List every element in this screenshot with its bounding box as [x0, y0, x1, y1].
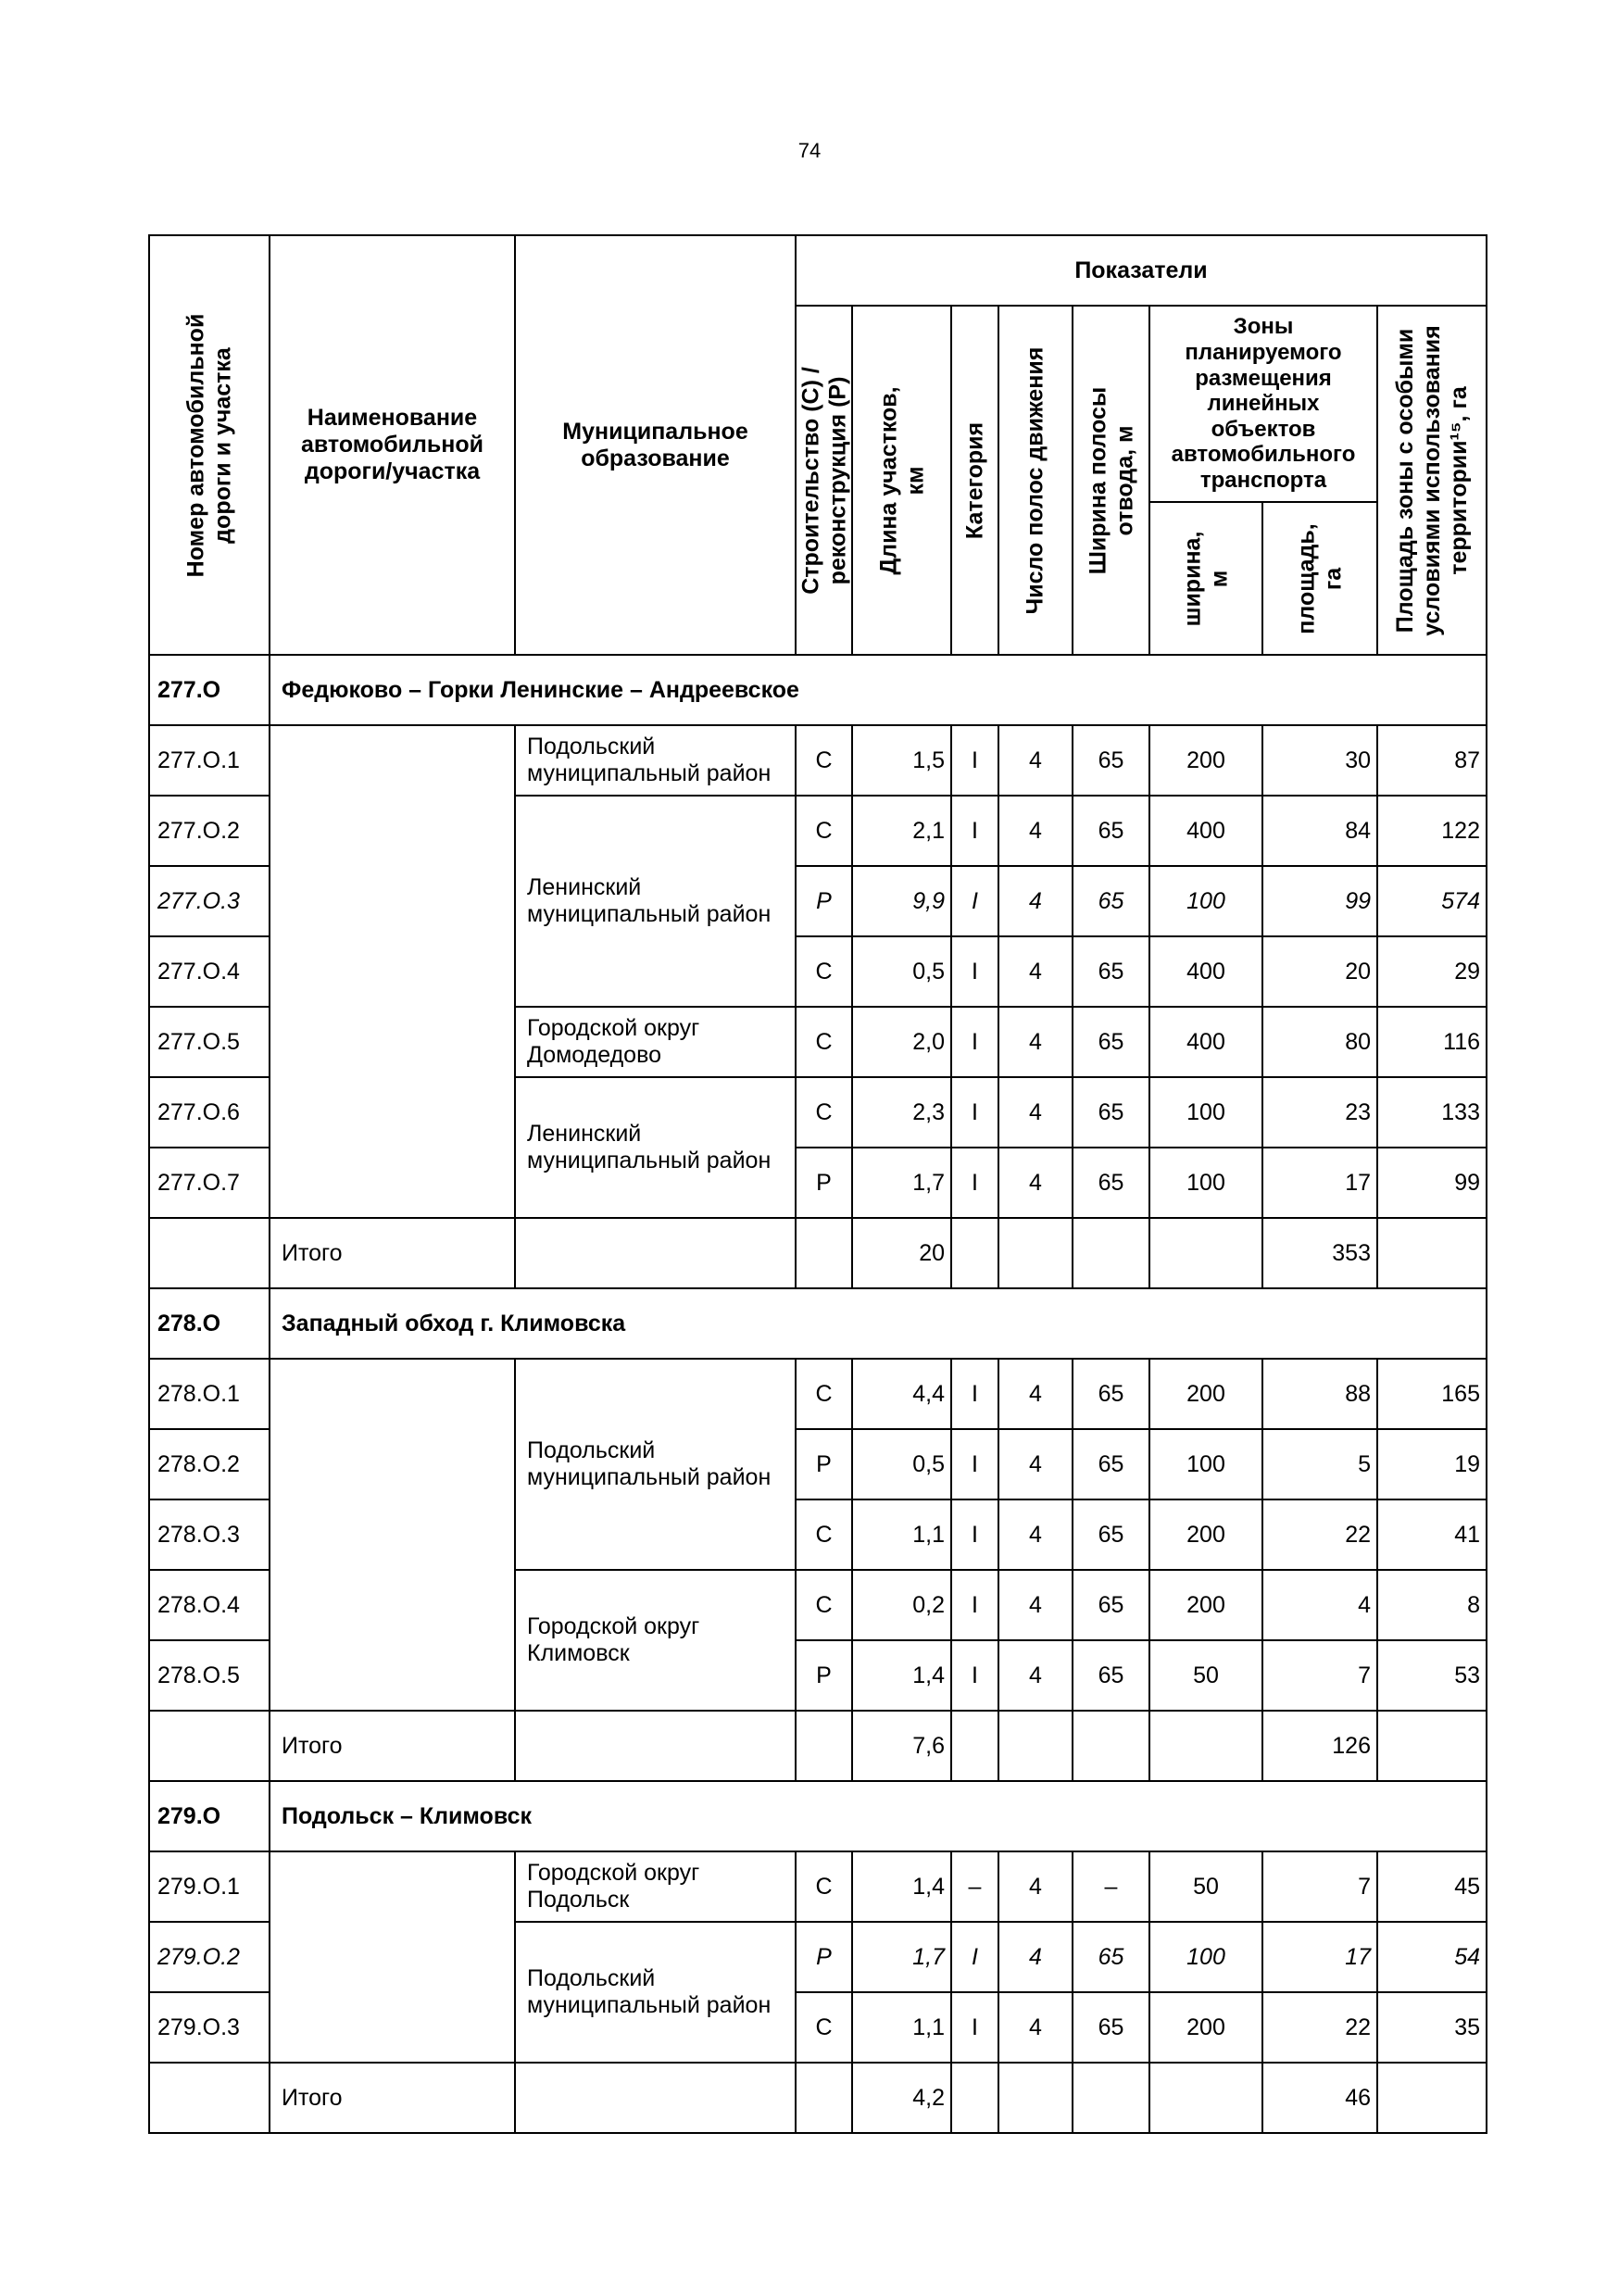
total-length: 7,6	[852, 1711, 951, 1781]
special-area-cell: 165	[1377, 1359, 1487, 1429]
lanes-cell: 4	[998, 1851, 1073, 1922]
section-code: 278.О.4	[149, 1570, 270, 1640]
zone-width-cell: 100	[1149, 1148, 1262, 1218]
length-cell: 4,4	[852, 1359, 951, 1429]
section-code: 279.О.1	[149, 1851, 270, 1922]
road-row	[149, 655, 1487, 725]
row-width-cell: 65	[1073, 1992, 1149, 2063]
section-code: 277.О.7	[149, 1148, 270, 1218]
length-cell: 1,4	[852, 1851, 951, 1922]
special-area-cell: 116	[1377, 1007, 1487, 1077]
category-cell: I	[951, 1640, 998, 1711]
total-row-width-empty	[1073, 1711, 1149, 1781]
category-cell: I	[951, 1007, 998, 1077]
section-code: 277.О.1	[149, 725, 270, 796]
road-row	[149, 1288, 1487, 1359]
municipality-cell: Городской округ Климовск	[515, 1570, 796, 1711]
road-name: Западный обход г. Климовска	[270, 1288, 1487, 1359]
zone-area-cell: 84	[1262, 796, 1377, 866]
row-width-cell: 65	[1073, 936, 1149, 1007]
special-area-cell: 29	[1377, 936, 1487, 1007]
lanes-cell: 4	[998, 1640, 1073, 1711]
row-width-cell: 65	[1073, 1640, 1149, 1711]
zone-width-cell: 100	[1149, 1429, 1262, 1499]
header-length-text: Длина участков, км	[874, 385, 928, 575]
special-area-cell: 99	[1377, 1148, 1487, 1218]
table-row	[149, 725, 1487, 796]
type-cell: Р	[796, 1922, 852, 1992]
total-row	[149, 1218, 1487, 1288]
type-cell: С	[796, 796, 852, 866]
header-category-text: Категория	[961, 421, 988, 539]
total-category-empty	[951, 1218, 998, 1288]
special-area-cell: 41	[1377, 1499, 1487, 1570]
header-construction	[796, 306, 852, 655]
header-road-number-text: Номер автомобильной дороги и участка	[182, 313, 235, 577]
type-cell: С	[796, 936, 852, 1007]
zone-area-cell: 17	[1262, 1148, 1377, 1218]
header-road-number	[149, 235, 270, 655]
section-code: 278.О.3	[149, 1499, 270, 1570]
total-zone-width-empty	[1149, 1711, 1262, 1781]
zone-width-cell: 100	[1149, 866, 1262, 936]
lanes-cell: 4	[998, 1922, 1073, 1992]
zone-area-cell: 5	[1262, 1429, 1377, 1499]
table-row	[149, 1359, 1487, 1429]
length-cell: 1,4	[852, 1640, 951, 1711]
road-278-section	[149, 1288, 1487, 1781]
section-code: 277.О.6	[149, 1077, 270, 1148]
municipality-cell: Ленинский муниципальный район	[515, 796, 796, 1007]
total-zone-area: 126	[1262, 1711, 1377, 1781]
length-cell: 2,1	[852, 796, 951, 866]
total-special-empty	[1377, 1218, 1487, 1288]
category-cell: I	[951, 1429, 998, 1499]
type-cell: С	[796, 1851, 852, 1922]
row-width-cell: 65	[1073, 1007, 1149, 1077]
special-area-cell: 54	[1377, 1922, 1487, 1992]
lanes-cell: 4	[998, 1077, 1073, 1148]
category-cell: I	[951, 1148, 998, 1218]
zone-width-cell: 200	[1149, 1570, 1262, 1640]
total-mun-empty	[515, 1218, 796, 1288]
zone-width-cell: 200	[1149, 1992, 1262, 2063]
lanes-cell: 4	[998, 1359, 1073, 1429]
type-cell: С	[796, 725, 852, 796]
length-cell: 0,5	[852, 1429, 951, 1499]
road-row	[149, 1781, 1487, 1851]
section-code: 277.О.5	[149, 1007, 270, 1077]
header-special-area-text: Площадь зоны с особыми условиями использования территории¹⁵, га	[1391, 324, 1472, 636]
road-name: Федюково – Горки Ленинские – Андреевское	[270, 655, 1487, 725]
lanes-cell: 4	[998, 1992, 1073, 2063]
length-cell: 1,7	[852, 1148, 951, 1218]
total-category-empty	[951, 1711, 998, 1781]
row-width-cell: 65	[1073, 796, 1149, 866]
zone-area-cell: 20	[1262, 936, 1377, 1007]
length-cell: 1,7	[852, 1922, 951, 1992]
lanes-cell: 4	[998, 796, 1073, 866]
total-special-empty	[1377, 1711, 1487, 1781]
section-name-empty	[270, 1851, 515, 2063]
table-row	[149, 1851, 1487, 1922]
category-cell: I	[951, 796, 998, 866]
header-lanes-text: Число полос движения	[1022, 346, 1048, 614]
zone-area-cell: 22	[1262, 1992, 1377, 2063]
type-cell: С	[796, 1359, 852, 1429]
total-lanes-empty	[998, 2063, 1073, 2133]
zone-width-cell: 100	[1149, 1922, 1262, 1992]
header-category	[951, 306, 998, 655]
lanes-cell: 4	[998, 1148, 1073, 1218]
special-area-cell: 35	[1377, 1992, 1487, 2063]
municipality-cell: Городской округ Подольск	[515, 1851, 796, 1922]
road-name: Подольск – Климовск	[270, 1781, 1487, 1851]
length-cell: 1,1	[852, 1499, 951, 1570]
zone-width-cell: 200	[1149, 1359, 1262, 1429]
header-special-area	[1377, 306, 1487, 655]
row-width-cell: 65	[1073, 1499, 1149, 1570]
row-width-cell: 65	[1073, 1359, 1149, 1429]
header-lanes	[998, 306, 1073, 655]
total-type-empty	[796, 1711, 852, 1781]
total-type-empty	[796, 2063, 852, 2133]
municipality-cell: Городской округ Домодедово	[515, 1007, 796, 1077]
total-row-width-empty	[1073, 1218, 1149, 1288]
municipality-cell: Подольский муниципальный район	[515, 725, 796, 796]
lanes-cell: 4	[998, 936, 1073, 1007]
zone-area-cell: 4	[1262, 1570, 1377, 1640]
length-cell: 2,3	[852, 1077, 951, 1148]
type-cell: Р	[796, 866, 852, 936]
header-length	[852, 306, 951, 655]
zone-width-cell: 400	[1149, 1007, 1262, 1077]
total-lanes-empty	[998, 1218, 1073, 1288]
zone-width-cell: 400	[1149, 936, 1262, 1007]
zone-area-cell: 99	[1262, 866, 1377, 936]
row-width-cell: 65	[1073, 866, 1149, 936]
type-cell: С	[796, 1570, 852, 1640]
category-cell: I	[951, 1570, 998, 1640]
total-row-width-empty	[1073, 2063, 1149, 2133]
total-label: Итого	[270, 2063, 515, 2133]
section-code: 279.О.3	[149, 1992, 270, 2063]
row-width-cell: 65	[1073, 1429, 1149, 1499]
category-cell: I	[951, 1499, 998, 1570]
header-municipality: Муниципальное образование	[515, 235, 796, 655]
section-code: 278.О.1	[149, 1359, 270, 1429]
zone-area-cell: 17	[1262, 1922, 1377, 1992]
section-code: 277.О.3	[149, 866, 270, 936]
row-width-cell: –	[1073, 1851, 1149, 1922]
length-cell: 0,2	[852, 1570, 951, 1640]
total-zone-area: 353	[1262, 1218, 1377, 1288]
lanes-cell: 4	[998, 1429, 1073, 1499]
section-name-empty	[270, 725, 515, 1218]
zone-width-cell: 50	[1149, 1640, 1262, 1711]
road-279-section	[149, 1781, 1487, 2133]
special-area-cell: 19	[1377, 1429, 1487, 1499]
lanes-cell: 4	[998, 725, 1073, 796]
header-zone-width-text: ширина, м	[1179, 531, 1232, 626]
header-construction-text: Строительство (С) / реконструкция (Р)	[797, 366, 850, 595]
zone-width-cell: 200	[1149, 1499, 1262, 1570]
total-special-empty	[1377, 2063, 1487, 2133]
type-cell: Р	[796, 1640, 852, 1711]
lanes-cell: 4	[998, 1007, 1073, 1077]
page-number: 74	[797, 139, 822, 162]
lanes-cell: 4	[998, 1570, 1073, 1640]
category-cell: I	[951, 1992, 998, 2063]
total-length: 20	[852, 1218, 951, 1288]
road-indicators-table	[148, 234, 1487, 2134]
header-zone-area	[1262, 502, 1377, 655]
row-width-cell: 65	[1073, 725, 1149, 796]
special-area-cell: 8	[1377, 1570, 1487, 1640]
lanes-cell: 4	[998, 866, 1073, 936]
type-cell: С	[796, 1007, 852, 1077]
row-width-cell: 65	[1073, 1148, 1149, 1218]
section-name-empty	[270, 1359, 515, 1711]
zone-area-cell: 88	[1262, 1359, 1377, 1429]
road-code: 279.О	[149, 1781, 270, 1851]
zone-area-cell: 7	[1262, 1851, 1377, 1922]
total-code-empty	[149, 1711, 270, 1781]
road-code: 278.О	[149, 1288, 270, 1359]
section-code: 278.О.5	[149, 1640, 270, 1711]
zone-width-cell: 100	[1149, 1077, 1262, 1148]
special-area-cell: 45	[1377, 1851, 1487, 1922]
total-code-empty	[149, 1218, 270, 1288]
total-type-empty	[796, 1218, 852, 1288]
total-code-empty	[149, 2063, 270, 2133]
total-row	[149, 2063, 1487, 2133]
lanes-cell: 4	[998, 1499, 1073, 1570]
total-label: Итого	[270, 1711, 515, 1781]
zone-area-cell: 23	[1262, 1077, 1377, 1148]
special-area-cell: 574	[1377, 866, 1487, 936]
header-indicators: Показатели	[796, 235, 1487, 306]
type-cell: Р	[796, 1148, 852, 1218]
header-zones: Зоны планируемого размещения линейных объектов автомобильного транспорта	[1149, 306, 1377, 502]
category-cell: I	[951, 1922, 998, 1992]
category-cell: I	[951, 725, 998, 796]
total-label: Итого	[270, 1218, 515, 1288]
row-width-cell: 65	[1073, 1570, 1149, 1640]
special-area-cell: 122	[1377, 796, 1487, 866]
header-row-width-text: Ширина полосы отвода, м	[1084, 386, 1137, 574]
table-header	[149, 235, 1487, 655]
category-cell: I	[951, 936, 998, 1007]
special-area-cell: 133	[1377, 1077, 1487, 1148]
total-mun-empty	[515, 1711, 796, 1781]
type-cell: Р	[796, 1429, 852, 1499]
zone-width-cell: 50	[1149, 1851, 1262, 1922]
category-cell: I	[951, 866, 998, 936]
total-category-empty	[951, 2063, 998, 2133]
length-cell: 2,0	[852, 1007, 951, 1077]
header-zone-width	[1149, 502, 1262, 655]
type-cell: С	[796, 1992, 852, 2063]
section-code: 277.О.4	[149, 936, 270, 1007]
row-width-cell: 65	[1073, 1077, 1149, 1148]
total-length: 4,2	[852, 2063, 951, 2133]
municipality-cell: Подольский муниципальный район	[515, 1922, 796, 2063]
length-cell: 1,1	[852, 1992, 951, 2063]
total-zone-width-empty	[1149, 1218, 1262, 1288]
zone-area-cell: 7	[1262, 1640, 1377, 1711]
road-277-section	[149, 655, 1487, 1288]
total-lanes-empty	[998, 1711, 1073, 1781]
special-area-cell: 87	[1377, 725, 1487, 796]
header-zone-area-text: площадь, га	[1293, 522, 1346, 634]
total-zone-width-empty	[1149, 2063, 1262, 2133]
category-cell: I	[951, 1359, 998, 1429]
section-code: 279.О.2	[149, 1922, 270, 1992]
type-cell: С	[796, 1077, 852, 1148]
total-mun-empty	[515, 2063, 796, 2133]
zone-width-cell: 200	[1149, 725, 1262, 796]
length-cell: 1,5	[852, 725, 951, 796]
zone-area-cell: 30	[1262, 725, 1377, 796]
category-cell: I	[951, 1077, 998, 1148]
total-row	[149, 1711, 1487, 1781]
road-code: 277.О	[149, 655, 270, 725]
zone-area-cell: 80	[1262, 1007, 1377, 1077]
total-zone-area: 46	[1262, 2063, 1377, 2133]
header-row-width	[1073, 306, 1149, 655]
special-area-cell: 53	[1377, 1640, 1487, 1711]
length-cell: 9,9	[852, 866, 951, 936]
section-code: 277.О.2	[149, 796, 270, 866]
municipality-cell: Ленинский муниципальный район	[515, 1077, 796, 1218]
zone-width-cell: 400	[1149, 796, 1262, 866]
section-code: 278.О.2	[149, 1429, 270, 1499]
length-cell: 0,5	[852, 936, 951, 1007]
category-cell: –	[951, 1851, 998, 1922]
row-width-cell: 65	[1073, 1922, 1149, 1992]
zone-area-cell: 22	[1262, 1499, 1377, 1570]
type-cell: С	[796, 1499, 852, 1570]
header-road-name: Наименование автомобильной дороги/участка	[270, 235, 515, 655]
municipality-cell: Подольский муниципальный район	[515, 1359, 796, 1570]
